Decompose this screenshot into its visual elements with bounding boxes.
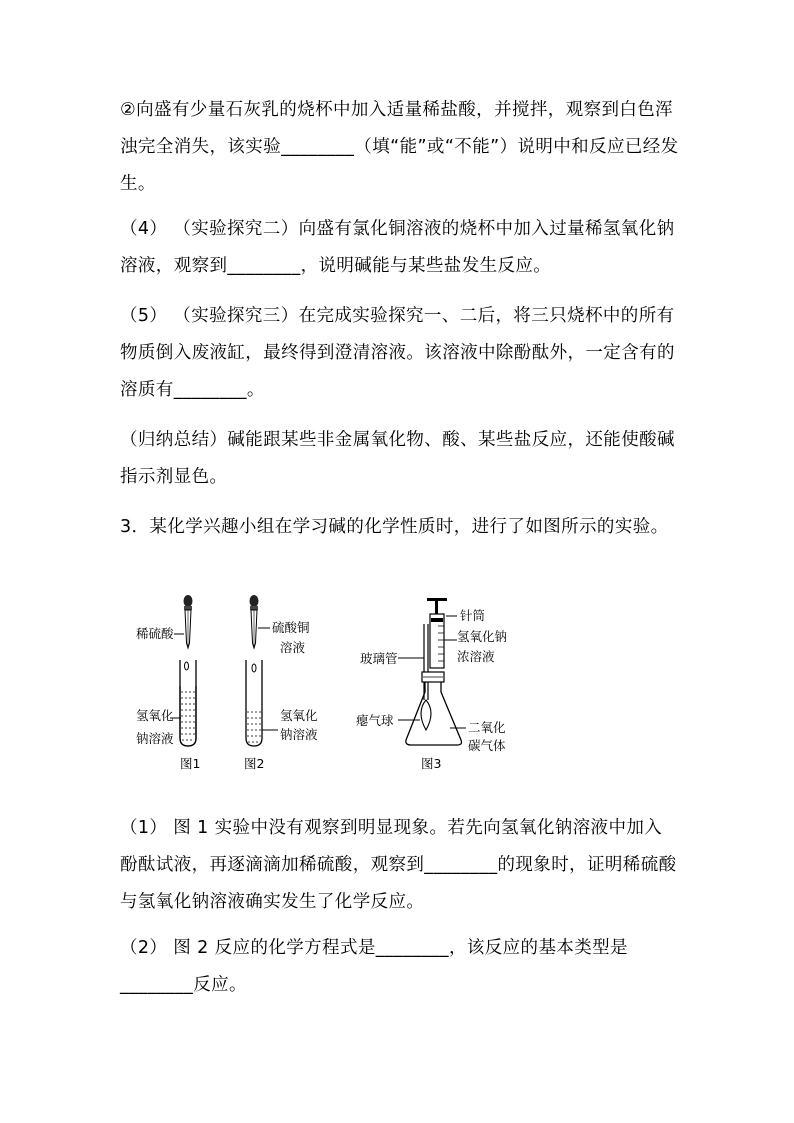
fig1-caption: 图1 [180,756,201,771]
fig2-dropper [250,595,259,648]
fig3-gas-label-line2: 碳气体 [468,738,506,753]
figure-3 [356,598,507,771]
fig2-dropper-label-line1: 硫酸铜 [272,620,310,635]
fig3-solution-label-line1: 氢氧化钠 [457,629,508,644]
summary-paragraph: （归纳总结）碱能跟某些非金属氧化物、酸、某些盐反应，还能使酸碱指示剂显色。 [120,430,675,487]
fig2-tube-label-line2: 钠溶液 [280,727,318,742]
fig3-balloon [421,700,431,730]
question-paragraph: ②向盛有少量石灰乳的烧杯中加入适量稀盐酸，并搅拌，观察到白色浑浊完全消失，该实验________（填“能”或“不能”）说明中和反应已经发生。 [120,100,679,194]
fig1-tube-label-line2: 钠溶液 [136,731,174,746]
fig2-dropper-label-line2: 溶液 [280,640,306,655]
fig3-balloon-label: 瘪气球 [356,713,394,728]
fig1-tube-label-line1: 氢氧化 [136,708,174,723]
fig1-dropper-label: 稀硫酸 [136,626,174,641]
fig3-syringe [427,598,447,668]
fig2-test-tube [246,660,262,746]
question-4-paragraph: （4） （实验探究二）向盛有氯化铜溶液的烧杯中加入过量稀氢氧化钠溶液，观察到________，说明碱能与某些盐发生反应。 [120,219,675,276]
experiment-figure [120,588,560,778]
fig2-tube-label-line1: 氢氧化 [280,708,318,723]
question-5-paragraph: （5） （实验探究三）在完成实验探究一、二后，将三只烧杯中的所有物质倒入废液缸，最终得到澄清溶液。该溶液中除酚酞外，一定含有的溶质有________。 [120,306,675,400]
figure-2 [244,595,318,771]
fig1-test-tube [180,660,196,746]
question-3-intro: 3．某化学兴趣小组在学习碱的化学性质时，进行了如图所示的实验。 [120,517,669,537]
fig3-flask [406,672,462,745]
fig3-caption: 图3 [421,756,442,771]
question-3-1-paragraph: （1） 图 1 实验中没有观察到明显现象。若先向氢氧化钠溶液中加入酚酞试液，再逐滴滴加稀硫酸，观察到________的现象时，证明稀硫酸与氢氧化钠溶液确实发生了化学反应。 [120,818,677,912]
fig3-solution-label-line2: 浓溶液 [457,649,495,664]
fig3-glass-tube-label: 玻璃管 [360,651,398,666]
fig1-dropper [184,595,193,648]
fig3-gas-label-line1: 二氧化 [468,720,506,735]
fig2-caption: 图2 [244,756,265,771]
figure-1 [136,595,200,771]
question-3-2-paragraph: （2） 图 2 反应的化学方程式是________，该反应的基本类型是________反应。 [120,938,628,995]
fig3-syringe-label: 针筒 [460,608,486,623]
